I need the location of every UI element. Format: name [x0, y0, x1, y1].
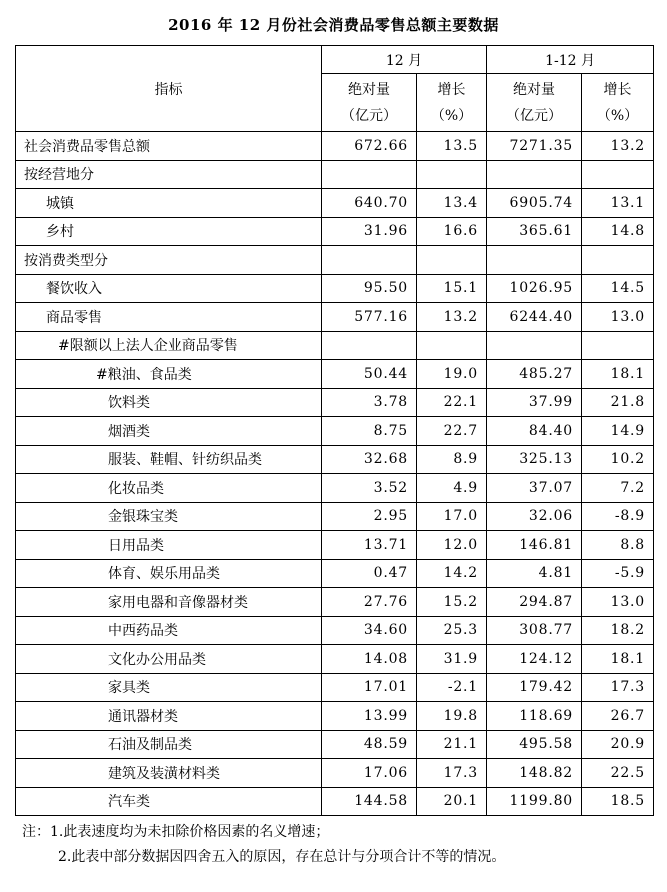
ytd-growth-cell: 8.8 — [582, 531, 654, 560]
header-period-dec: 12 月 — [322, 46, 487, 74]
ytd-growth-cell: 7.2 — [582, 474, 654, 503]
header-indicator: 指标 — [16, 46, 322, 132]
dec-value-cell: 95.50 — [322, 274, 417, 303]
dec-value-cell — [322, 331, 417, 360]
header-row-period — [16, 46, 654, 74]
dec-value-cell: 3.78 — [322, 388, 417, 417]
ytd-growth-cell: 13.0 — [582, 303, 654, 332]
dec-growth-cell: 17.3 — [417, 759, 487, 788]
ytd-growth-cell: 10.2 — [582, 445, 654, 474]
ytd-value-cell: 37.99 — [487, 388, 582, 417]
row-label: #粮油、食品类 — [16, 360, 322, 389]
dec-growth-cell: 20.1 — [417, 787, 487, 816]
table-row — [16, 645, 654, 674]
dec-growth-cell: 31.9 — [417, 645, 487, 674]
row-label: #限额以上法人企业商品零售 — [16, 331, 322, 360]
dec-growth-cell: 19.8 — [417, 702, 487, 731]
ytd-growth-cell — [582, 160, 654, 189]
dec-growth-cell — [417, 160, 487, 189]
dec-value-cell: 0.47 — [322, 559, 417, 588]
ytd-value-cell: 32.06 — [487, 502, 582, 531]
ytd-growth-cell: 26.7 — [582, 702, 654, 731]
row-label: 烟酒类 — [16, 417, 322, 446]
table-row — [16, 759, 654, 788]
ytd-value-cell: 179.42 — [487, 673, 582, 702]
row-label: 城镇 — [16, 189, 322, 218]
row-label: 中西药品类 — [16, 616, 322, 645]
ytd-growth-cell — [582, 246, 654, 275]
dec-growth-cell: 22.1 — [417, 388, 487, 417]
table-row — [16, 360, 654, 389]
row-label: 金银珠宝类 — [16, 502, 322, 531]
table-row — [16, 217, 654, 246]
dec-growth-cell: 25.3 — [417, 616, 487, 645]
table-row — [16, 531, 654, 560]
dec-growth-cell: 4.9 — [417, 474, 487, 503]
table-row — [16, 388, 654, 417]
ytd-value-cell: 4.81 — [487, 559, 582, 588]
dec-growth-cell: 13.4 — [417, 189, 487, 218]
row-label: 日用品类 — [16, 531, 322, 560]
row-label: 建筑及装潢材料类 — [16, 759, 322, 788]
dec-growth-cell: 15.2 — [417, 588, 487, 617]
ytd-value-cell: 308.77 — [487, 616, 582, 645]
row-label: 家用电器和音像器材类 — [16, 588, 322, 617]
footnote-2: 2.此表中部分数据因四舍五入的原因，存在总计与分项合计不等的情况。 — [58, 849, 506, 865]
footnotes — [22, 820, 505, 870]
table-row — [16, 303, 654, 332]
dec-value-cell: 17.06 — [322, 759, 417, 788]
row-label: 商品零售 — [16, 303, 322, 332]
ytd-value-cell: 1199.80 — [487, 787, 582, 816]
ytd-value-cell: 7271.35 — [487, 132, 582, 161]
row-label: 餐饮收入 — [16, 274, 322, 303]
dec-value-cell: 672.66 — [322, 132, 417, 161]
ytd-growth-cell: 20.9 — [582, 730, 654, 759]
header-dec-abs — [322, 74, 417, 132]
row-label: 体育、娱乐用品类 — [16, 559, 322, 588]
ytd-growth-cell: 13.0 — [582, 588, 654, 617]
table-row — [16, 502, 654, 531]
row-label: 石油及制品类 — [16, 730, 322, 759]
ytd-growth-cell: 14.9 — [582, 417, 654, 446]
dec-value-cell: 17.01 — [322, 673, 417, 702]
ytd-value-cell: 6905.74 — [487, 189, 582, 218]
ytd-growth-cell: -8.9 — [582, 502, 654, 531]
ytd-value-cell: 146.81 — [487, 531, 582, 560]
ytd-value-cell: 118.69 — [487, 702, 582, 731]
header-abs-label: 绝对量 — [348, 81, 390, 98]
ytd-value-cell: 485.27 — [487, 360, 582, 389]
dec-growth-cell: 12.0 — [417, 531, 487, 560]
row-label: 社会消费品零售总额 — [16, 132, 322, 161]
table-row — [16, 673, 654, 702]
row-label: 按消费类型分 — [16, 246, 322, 275]
dec-value-cell: 48.59 — [322, 730, 417, 759]
ytd-growth-cell: 18.1 — [582, 360, 654, 389]
header-dec-growth — [417, 74, 487, 132]
row-label: 汽车类 — [16, 787, 322, 816]
dec-growth-cell — [417, 246, 487, 275]
row-label: 饮料类 — [16, 388, 322, 417]
header-ytd-abs — [487, 74, 582, 132]
ytd-value-cell: 37.07 — [487, 474, 582, 503]
ytd-value-cell — [487, 331, 582, 360]
dec-value-cell: 32.68 — [322, 445, 417, 474]
ytd-value-cell: 495.58 — [487, 730, 582, 759]
row-label: 文化办公用品类 — [16, 645, 322, 674]
table-row — [16, 246, 654, 275]
ytd-growth-cell: 18.2 — [582, 616, 654, 645]
table-row — [16, 702, 654, 731]
dec-value-cell — [322, 160, 417, 189]
table-row — [16, 730, 654, 759]
dec-value-cell: 13.99 — [322, 702, 417, 731]
ytd-growth-cell: 13.1 — [582, 189, 654, 218]
header-period-ytd: 1-12 月 — [487, 46, 654, 74]
ytd-growth-cell: 13.2 — [582, 132, 654, 161]
dec-value-cell: 2.95 — [322, 502, 417, 531]
table-row — [16, 417, 654, 446]
ytd-value-cell: 365.61 — [487, 217, 582, 246]
dec-value-cell: 50.44 — [322, 360, 417, 389]
dec-growth-cell: 8.9 — [417, 445, 487, 474]
ytd-growth-cell — [582, 331, 654, 360]
footnote-1: 注：1.此表速度均为未扣除价格因素的名义增速； — [22, 824, 330, 840]
table-row — [16, 616, 654, 645]
table-title: 2016 年 12 月份社会消费品零售总额主要数据 — [168, 16, 499, 34]
dec-value-cell: 31.96 — [322, 217, 417, 246]
dec-growth-cell: 13.5 — [417, 132, 487, 161]
row-label: 家具类 — [16, 673, 322, 702]
header-abs-unit: （亿元） — [341, 107, 397, 124]
ytd-value-cell: 84.40 — [487, 417, 582, 446]
row-label: 通讯器材类 — [16, 702, 322, 731]
table-row — [16, 189, 654, 218]
dec-value-cell: 27.76 — [322, 588, 417, 617]
dec-value-cell — [322, 246, 417, 275]
table-row — [16, 588, 654, 617]
table-row — [16, 559, 654, 588]
header-ytd-growth — [582, 74, 654, 132]
row-label: 乡村 — [16, 217, 322, 246]
ytd-value-cell: 325.13 — [487, 445, 582, 474]
dec-value-cell: 13.71 — [322, 531, 417, 560]
table-row — [16, 474, 654, 503]
dec-value-cell: 34.60 — [322, 616, 417, 645]
header-growth-unit: （%） — [430, 107, 473, 124]
dec-growth-cell: 21.1 — [417, 730, 487, 759]
dec-growth-cell: -2.1 — [417, 673, 487, 702]
ytd-value-cell: 1026.95 — [487, 274, 582, 303]
header-abs-unit: （亿元） — [506, 107, 563, 124]
ytd-value-cell: 6244.40 — [487, 303, 582, 332]
ytd-value-cell: 148.82 — [487, 759, 582, 788]
dec-growth-cell: 16.6 — [417, 217, 487, 246]
dec-growth-cell: 17.0 — [417, 502, 487, 531]
header-growth-label: 增长 — [603, 81, 632, 98]
dec-value-cell: 144.58 — [322, 787, 417, 816]
dec-growth-cell: 15.1 — [417, 274, 487, 303]
dec-value-cell: 577.16 — [322, 303, 417, 332]
ytd-value-cell — [487, 246, 582, 275]
ytd-growth-cell: 14.8 — [582, 217, 654, 246]
ytd-value-cell — [487, 160, 582, 189]
ytd-growth-cell: 18.1 — [582, 645, 654, 674]
dec-growth-cell: 22.7 — [417, 417, 487, 446]
row-label: 服装、鞋帽、针纺织品类 — [16, 445, 322, 474]
table-row — [16, 132, 654, 161]
ytd-growth-cell: -5.9 — [582, 559, 654, 588]
header-growth-label: 增长 — [437, 81, 466, 98]
dec-value-cell: 3.52 — [322, 474, 417, 503]
table-row — [16, 787, 654, 816]
ytd-growth-cell: 17.3 — [582, 673, 654, 702]
table-row — [16, 160, 654, 189]
dec-growth-cell — [417, 331, 487, 360]
table-row — [16, 445, 654, 474]
ytd-value-cell: 124.12 — [487, 645, 582, 674]
table-row — [16, 331, 654, 360]
table-row — [16, 274, 654, 303]
row-label: 化妆品类 — [16, 474, 322, 503]
dec-value-cell: 14.08 — [322, 645, 417, 674]
header-growth-unit: （%） — [596, 107, 639, 124]
dec-growth-cell: 13.2 — [417, 303, 487, 332]
retail-sales-table — [15, 45, 654, 816]
ytd-growth-cell: 21.8 — [582, 388, 654, 417]
row-label: 按经营地分 — [16, 160, 322, 189]
dec-growth-cell: 14.2 — [417, 559, 487, 588]
dec-value-cell: 8.75 — [322, 417, 417, 446]
header-abs-label: 绝对量 — [513, 81, 556, 98]
ytd-growth-cell: 14.5 — [582, 274, 654, 303]
ytd-growth-cell: 18.5 — [582, 787, 654, 816]
dec-growth-cell: 19.0 — [417, 360, 487, 389]
ytd-value-cell: 294.87 — [487, 588, 582, 617]
ytd-growth-cell: 22.5 — [582, 759, 654, 788]
dec-value-cell: 640.70 — [322, 189, 417, 218]
